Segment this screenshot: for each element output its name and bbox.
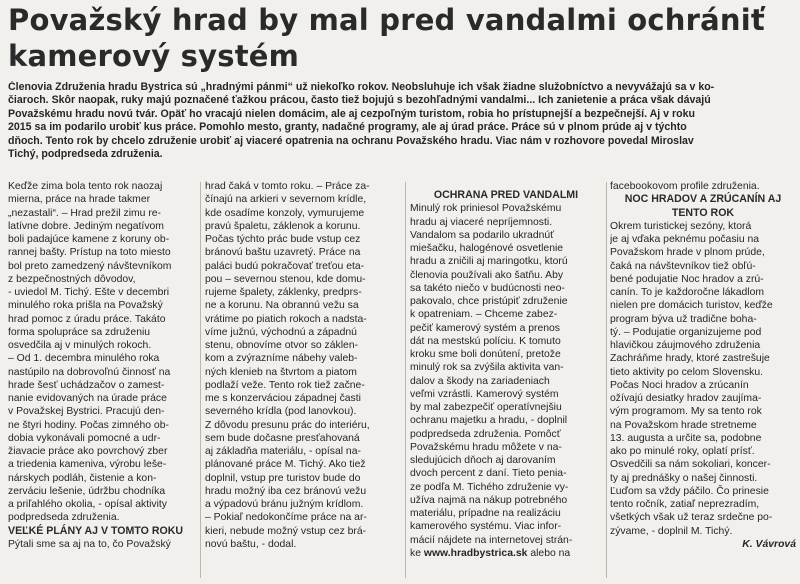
text-line: ných klenieb na štvrtom a piatom	[205, 366, 357, 378]
text-line: nastúpilo na dobrovoľnú činnosť na	[8, 366, 171, 378]
article-lead	[8, 81, 792, 161]
text-line: víme južnú, východnú a západnú	[205, 326, 357, 338]
text-line: mácií nájdete na internetovej strán-	[410, 534, 573, 546]
text-line: pou – severnou stenou, kde domu-	[205, 273, 366, 285]
section-heading-night-castles-2: TENTO ROK	[671, 206, 735, 219]
text-line: sa takéto niečo v budúcnosti neo-	[410, 282, 565, 294]
author-signature: K. Vávrová	[742, 538, 796, 550]
text-line: veľmi vzrástli. Kamerový systém	[410, 388, 559, 400]
section-heading-night-castles-1: NOC HRADOV A ZRÚCANÍN AJ	[624, 193, 782, 206]
text-line: forma spolupráce sa združeniu	[8, 326, 151, 338]
text-line: podlaží veže. Tento rok tiež začne-	[205, 379, 365, 391]
text-line: osvedčila aj v minulých rokoch.	[8, 340, 152, 351]
text-line: miešačku, halogénové osvetlenie	[410, 243, 564, 254]
text-line: hlavičkou záujmového združenia	[610, 340, 761, 351]
text-line: dobia vykonávali pomocné a udr-	[8, 432, 161, 444]
text-line: vým programom. My sa tento rok	[610, 406, 762, 418]
text-line: čaká na návštevníkov tiež obľú-	[610, 260, 756, 272]
text-line: canín. To je každoročne lákadlom	[610, 287, 765, 298]
text-line: severného krídla (pod lanovkou).	[205, 406, 357, 418]
text-line: Počas Noci hradov a zrúcanín	[610, 379, 749, 391]
text-line: kamerového systému. Viac infor-	[410, 521, 562, 533]
text-line: minulý rok sa zvýšila aktivita van-	[410, 362, 564, 374]
section-heading-plans: VEĽKÉ PLÁNY AJ V TOMTO ROKU	[8, 524, 184, 537]
text-line: zývame, - doplnil M. Tichý.	[610, 525, 733, 537]
text-line: žiavacie práce ako povrchový zber	[8, 446, 168, 457]
text-line: v Považskej Bystrici. Pracujú den-	[8, 406, 165, 418]
text-line: čínajú na arkieri v severnom krídle,	[205, 194, 367, 206]
text-line: hrade šesť uchádzačov o zamest-	[8, 379, 165, 391]
text-line: na Považskom hrade stretneme	[610, 419, 757, 431]
text-line: vrátime po piatich rokoch a nadsta-	[205, 313, 367, 325]
text-line: ne a korunu. Na obrannú vežu sa	[205, 300, 359, 312]
lead-line: 2015 sa im podarilo urobiť kus práce. Pomohlo mesto, granty, nadačné programy, ale aj úrad práce. Práce sú v plnom prúde aj v týchto	[8, 121, 687, 134]
text-line: kom a zvýrazníme nábehy valeb-	[205, 353, 358, 365]
text-line: pravú špaletu, záklenok a korunu.	[205, 220, 361, 232]
text-line: Z dôvodu presunu prác do interiéru,	[205, 419, 370, 431]
text-line: podpredseda združenia. Pomôcť	[410, 428, 561, 440]
text-line: z bezpečnostných dôvodov,	[8, 273, 136, 285]
text-line: Minulý rok priniesol Považskému	[410, 203, 562, 215]
text-line: ke www.hradbystrica.sk alebo na	[410, 547, 571, 559]
text-line: kieri, nebude možný vstup cez brá-	[205, 525, 367, 537]
text-line: rannej bašty. Prístup na toto miesto	[8, 247, 171, 259]
text-line: a priľahlého okolia, - opísal aktivity	[8, 499, 167, 510]
text-line: program býva už tradične boha-	[610, 313, 757, 325]
text-line: nárskych podláh, čistenie a kon-	[8, 472, 157, 484]
text-line: ne štyri hodiny. Počas zimného ob-	[8, 419, 169, 431]
headline-line-1: Považský hrad by mal pred vandalmi ochrániť	[8, 3, 765, 37]
text-line: tieto aktivity po celom Slovensku.	[610, 366, 764, 378]
text-line: ty aj prednášky o našej činnosti.	[610, 472, 758, 484]
text-line: kde osadíme konzoly, vymurujeme	[205, 207, 365, 219]
text-line: všetkých však už teraz srdečne po-	[610, 512, 773, 524]
website-link[interactable]: www.hradbystrica.sk	[423, 547, 528, 559]
text-line: hrad čaká v tomto roku. – Práce za-	[205, 181, 370, 192]
column-3	[410, 180, 602, 580]
text-line: nanie evidovaných na úrade práce	[8, 393, 167, 404]
lead-line: Považskému hradu novú tvár. Opäť ho vracajú nielen domácim, ale aj cezpoľným turistom, robia ho prístupnejší a bezpečnejší. Aj v roku	[8, 107, 695, 120]
lead-line: dňoch. Tento rok by chcelo združenie urobiť aj viaceré opatrenia na ochranu Považského hradu. Viac nám v rozhovore povedal Miroslav	[8, 134, 694, 147]
text-line: paláci budú pokračovať treťou eta-	[205, 260, 365, 272]
text-line: ožívajú desiatky hradov zaujíma-	[610, 393, 762, 404]
text-line: – Od 1. decembra minulého roka	[8, 353, 160, 365]
text-line: a triedenia kameniva, výrobu leše-	[8, 459, 167, 471]
lead-line: Členovia Združenia hradu Bystrica sú „hradnými pánmi“ už niekoľko rokov. Neobsluhuje ich však žiadne služobníctvo a nevyvážajú sa v ko-	[8, 81, 715, 93]
text-line: Počas týchto prác bude vstup cez	[205, 234, 361, 245]
text-line: hradu a zničili aj maringotku, ktorú	[410, 256, 568, 268]
text-line: Považskému hradu môžete v na-	[410, 441, 562, 453]
column-separator	[606, 182, 607, 578]
text-line: Ľuďom sa vždy páčilo. Čo prinesie	[610, 485, 769, 497]
text-line: rujeme špalety, záklenky, predprs-	[205, 287, 362, 298]
column-4-first-line: facebookovom profile združenia.	[610, 181, 760, 192]
text-line: podpredseda združenia.	[8, 512, 120, 524]
text-line: kroku sme boli donútení, pretože	[410, 349, 561, 360]
text-line: Vandalom sa podarilo ukradnúť	[410, 229, 555, 241]
section-heading-vandals: OCHRANA PRED VANDALMI	[433, 189, 579, 201]
text-line: hrad pomoc z úradu práce. Takáto	[8, 313, 166, 325]
text-line: – Pokiaľ nedokončíme práce na ar-	[205, 512, 367, 524]
text-line: Keďže zima bola tento rok naozaj	[8, 181, 163, 192]
text-line: bránovú baštu uzavretý. Práce na	[205, 247, 361, 259]
text-line: stenu, obnovíme otvor so záklen-	[205, 340, 359, 351]
text-line: Považskom hrade v plnom prúde,	[610, 247, 765, 259]
text-line: - uviedol M. Tichý. Ešte v decembri	[8, 287, 170, 298]
text-line: bol preto zamedzený návštevníkom	[8, 260, 172, 272]
lead-line: čiaroch. Skôr naopak, ruky majú poznačené ťažkou prácou, často tiež bojujú s bezohľadnými vandalmi... Ich zanietenie a práca však dávajú	[8, 94, 711, 107]
text-line: pečiť kamerový systém a prenos	[410, 322, 560, 334]
text-line: me s konzerváciou západnej časti	[205, 393, 361, 404]
text-line: Zachráňme hrady, ktoré zastrešuje	[610, 353, 770, 365]
text-line: hradu možný iba cez bránovú vežu	[205, 485, 367, 497]
text-line: sledujúcich dňoch aj darovaním	[410, 455, 556, 466]
text-line: sem bude dočasne presťahovaná	[205, 432, 360, 444]
text-line: dvoch percent z daní. Tieto penia-	[410, 468, 567, 480]
text-line: 13. augusta a určite sa, podobne	[610, 432, 762, 444]
text-line: a výpadovú bránu južným krídlom.	[205, 499, 364, 510]
text-line: mierna, práce na hrade takmer	[8, 194, 151, 206]
text-line: Okrem turistickej sezóny, ktorá	[610, 220, 752, 232]
text-line: novú baštu, - dodal.	[205, 538, 297, 550]
text-line: dát na mestskú políciu. K tomuto	[410, 335, 561, 347]
text-line: zerváciu lešenie, údržbu chodníka	[8, 485, 166, 497]
text-line: „nezastali“. – Hrad prežil zimu re-	[8, 207, 162, 219]
text-line: aj základňa materiálu, - opísal na-	[205, 446, 361, 457]
text-line: členovia používali ako šatňu. Aby	[410, 269, 564, 281]
text-line: ako po minulé roky, oplatí prísť.	[610, 446, 755, 457]
text-line: Osvedčili sa nám sokoliari, koncer-	[610, 459, 771, 471]
text-line: nielen pre domácich turistov, keďže	[610, 300, 773, 312]
text-line: tento ročník, zatiaľ neprezradím,	[610, 499, 760, 510]
column-separator	[405, 182, 406, 578]
column-separator	[200, 182, 201, 578]
text-line: latívne dobre. Jediným negatívom	[8, 220, 164, 232]
text-line: materiálu, prípadne na realizáciu	[410, 508, 561, 519]
text-line: hradu aj viaceré nepríjemnosti.	[410, 216, 553, 228]
column-1-tail: Pýtali sme sa aj na to, čo Považský	[8, 538, 171, 550]
text-line: pakovalo, chce pristúpiť združenie	[410, 296, 568, 307]
column-2	[205, 180, 400, 580]
text-line: bené podujatie Noc hradov a zrú-	[610, 273, 764, 285]
lead-line: Tichý, podpredseda združenia.	[8, 148, 163, 161]
column-1	[8, 180, 196, 580]
text-line: k opatreniam. – Chceme zabez-	[410, 309, 558, 321]
text-line: je aj vďaka peknému počasiu na	[610, 234, 760, 245]
text-line: dalov a škody na zariadeniach	[410, 375, 550, 387]
text-line: doplnil, vstup pre turistov bude do	[205, 472, 361, 484]
text-line: tý. – Podujatie organizujeme pod	[610, 326, 762, 338]
headline-line-2: kamerový systém	[8, 39, 300, 73]
text-line: ze podľa M. Tichého združenie vy-	[410, 481, 569, 493]
text-line: minulého roka prišla na Považský	[8, 300, 163, 312]
text-line: boli padajúce kamene z koruny ob-	[8, 234, 170, 245]
text-line: ochranu majetku a hradu, - doplnil	[410, 415, 568, 427]
text-line: užíva najmä na nákup potrebného	[410, 494, 568, 506]
column-4	[610, 180, 796, 580]
text-line: by mal zabezpečiť operatívnejšiu	[410, 402, 562, 413]
article-headline	[8, 2, 794, 74]
text-line: plánované práce M. Tichý. Ako tiež	[205, 459, 366, 471]
